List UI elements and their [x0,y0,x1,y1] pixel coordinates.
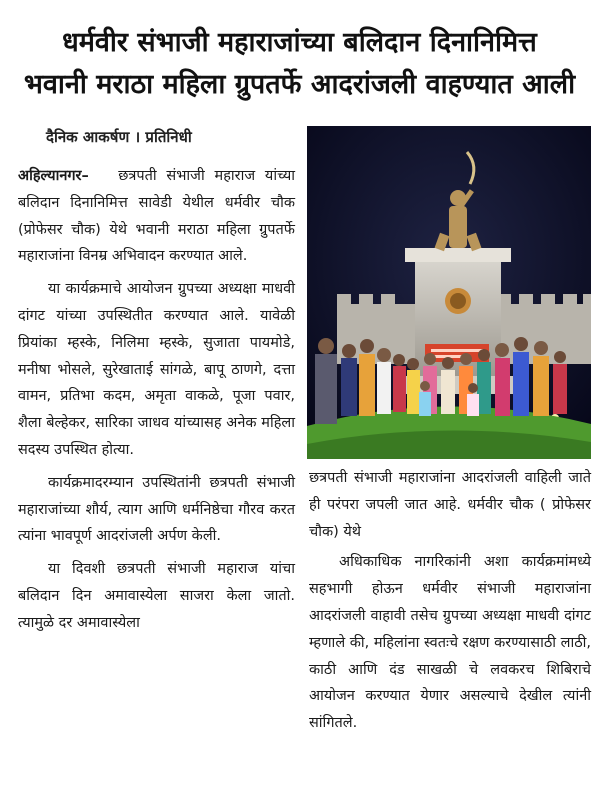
event-photo [307,126,591,459]
paragraph-4: या दिवशी छत्रपती संभाजी महाराज यांचा बलिदान दिन अमावास्येला साजरा केला जातो. त्यामुळे दर अमावास्येला [18,561,295,631]
dateline-location: अहिल्यानगर– [18,168,89,184]
paragraph-5: छत्रपती संभाजी महाराजांना आदरांजली वाहिली जाते ही परंपरा जपली जात आहे. धर्मवीर चौक ( प्रोफेसर चौक) येथे [309,470,591,540]
article-headline [8,22,591,106]
headline-line-2: भवानी मराठा महिला ग्रुपतर्फे आदरांजली वाहण्यात आली [23,69,576,100]
paragraph-1-text: छत्रपती संभाजी महाराज यांच्या बलिदान दिनानिमित्त सावेडी येथील धर्मवीर चौक (प्रोफेसर चौक) येथे भवानी मराठा महिला ग्रुपतर्फे महाराजांना विनम्र अभिवादन करण्यात आले. [18,168,295,265]
article-column-left [18,163,295,643]
paragraph-2: या कार्यक्रमाचे आयोजन ग्रुपच्या अध्यक्षा माधवी दांगट यांच्या उपस्थितीत करण्यात आले. यावेळी प्रियांका म्हस्के, निलिमा म्हस्के, सुजाता पायमोडे, मनीषा भोसले, सुरेखाताई सांगळे, बापू ठाणगे, दत्ता वामन, प्रतिभा कदम, अमृता वाकळे, पूजा पवार, शैला बेल्हेकर, सारिका जाधव यांच्यासह अनेक महिला सदस्य उपस्थित होत्या. [18,281,295,458]
article-column-right [309,465,591,741]
paragraph-6: अधिकाधिक नागरिकांनी अशा कार्यक्रमांमध्ये सहभागी होऊन धर्मवीर संभाजी महाराजांना आदरांजली वाहावी तसेच ग्रुपच्या अध्यक्षा माधवी दांगट म्हणाले की, महिलांना स्वतःचे रक्षण करण्यासाठी लाठी, काठी आणि दंड साखळी चे लवकरच शिबिराचे आयोजन करण्यात येणार असल्याचे देखील त्यांनी सांगितले. [309,554,591,732]
headline-line-1: धर्मवीर संभाजी महाराजांच्या बलिदान दिनानिमित्त [62,27,537,58]
paragraph-1 [18,163,295,270]
paragraph-3: कार्यक्रमादरम्यान उपस्थितांनी छत्रपती संभाजी महाराजांच्या शौर्य, त्याग आणि धर्मनिष्ठेचा गौरव करत त्यांना भावपूर्ण आदरांजली अर्पण केली. [18,474,295,545]
statue-group-photo-illustration [307,126,591,459]
byline: दैनिक आकर्षण । प्रतिनिधी [46,128,192,146]
